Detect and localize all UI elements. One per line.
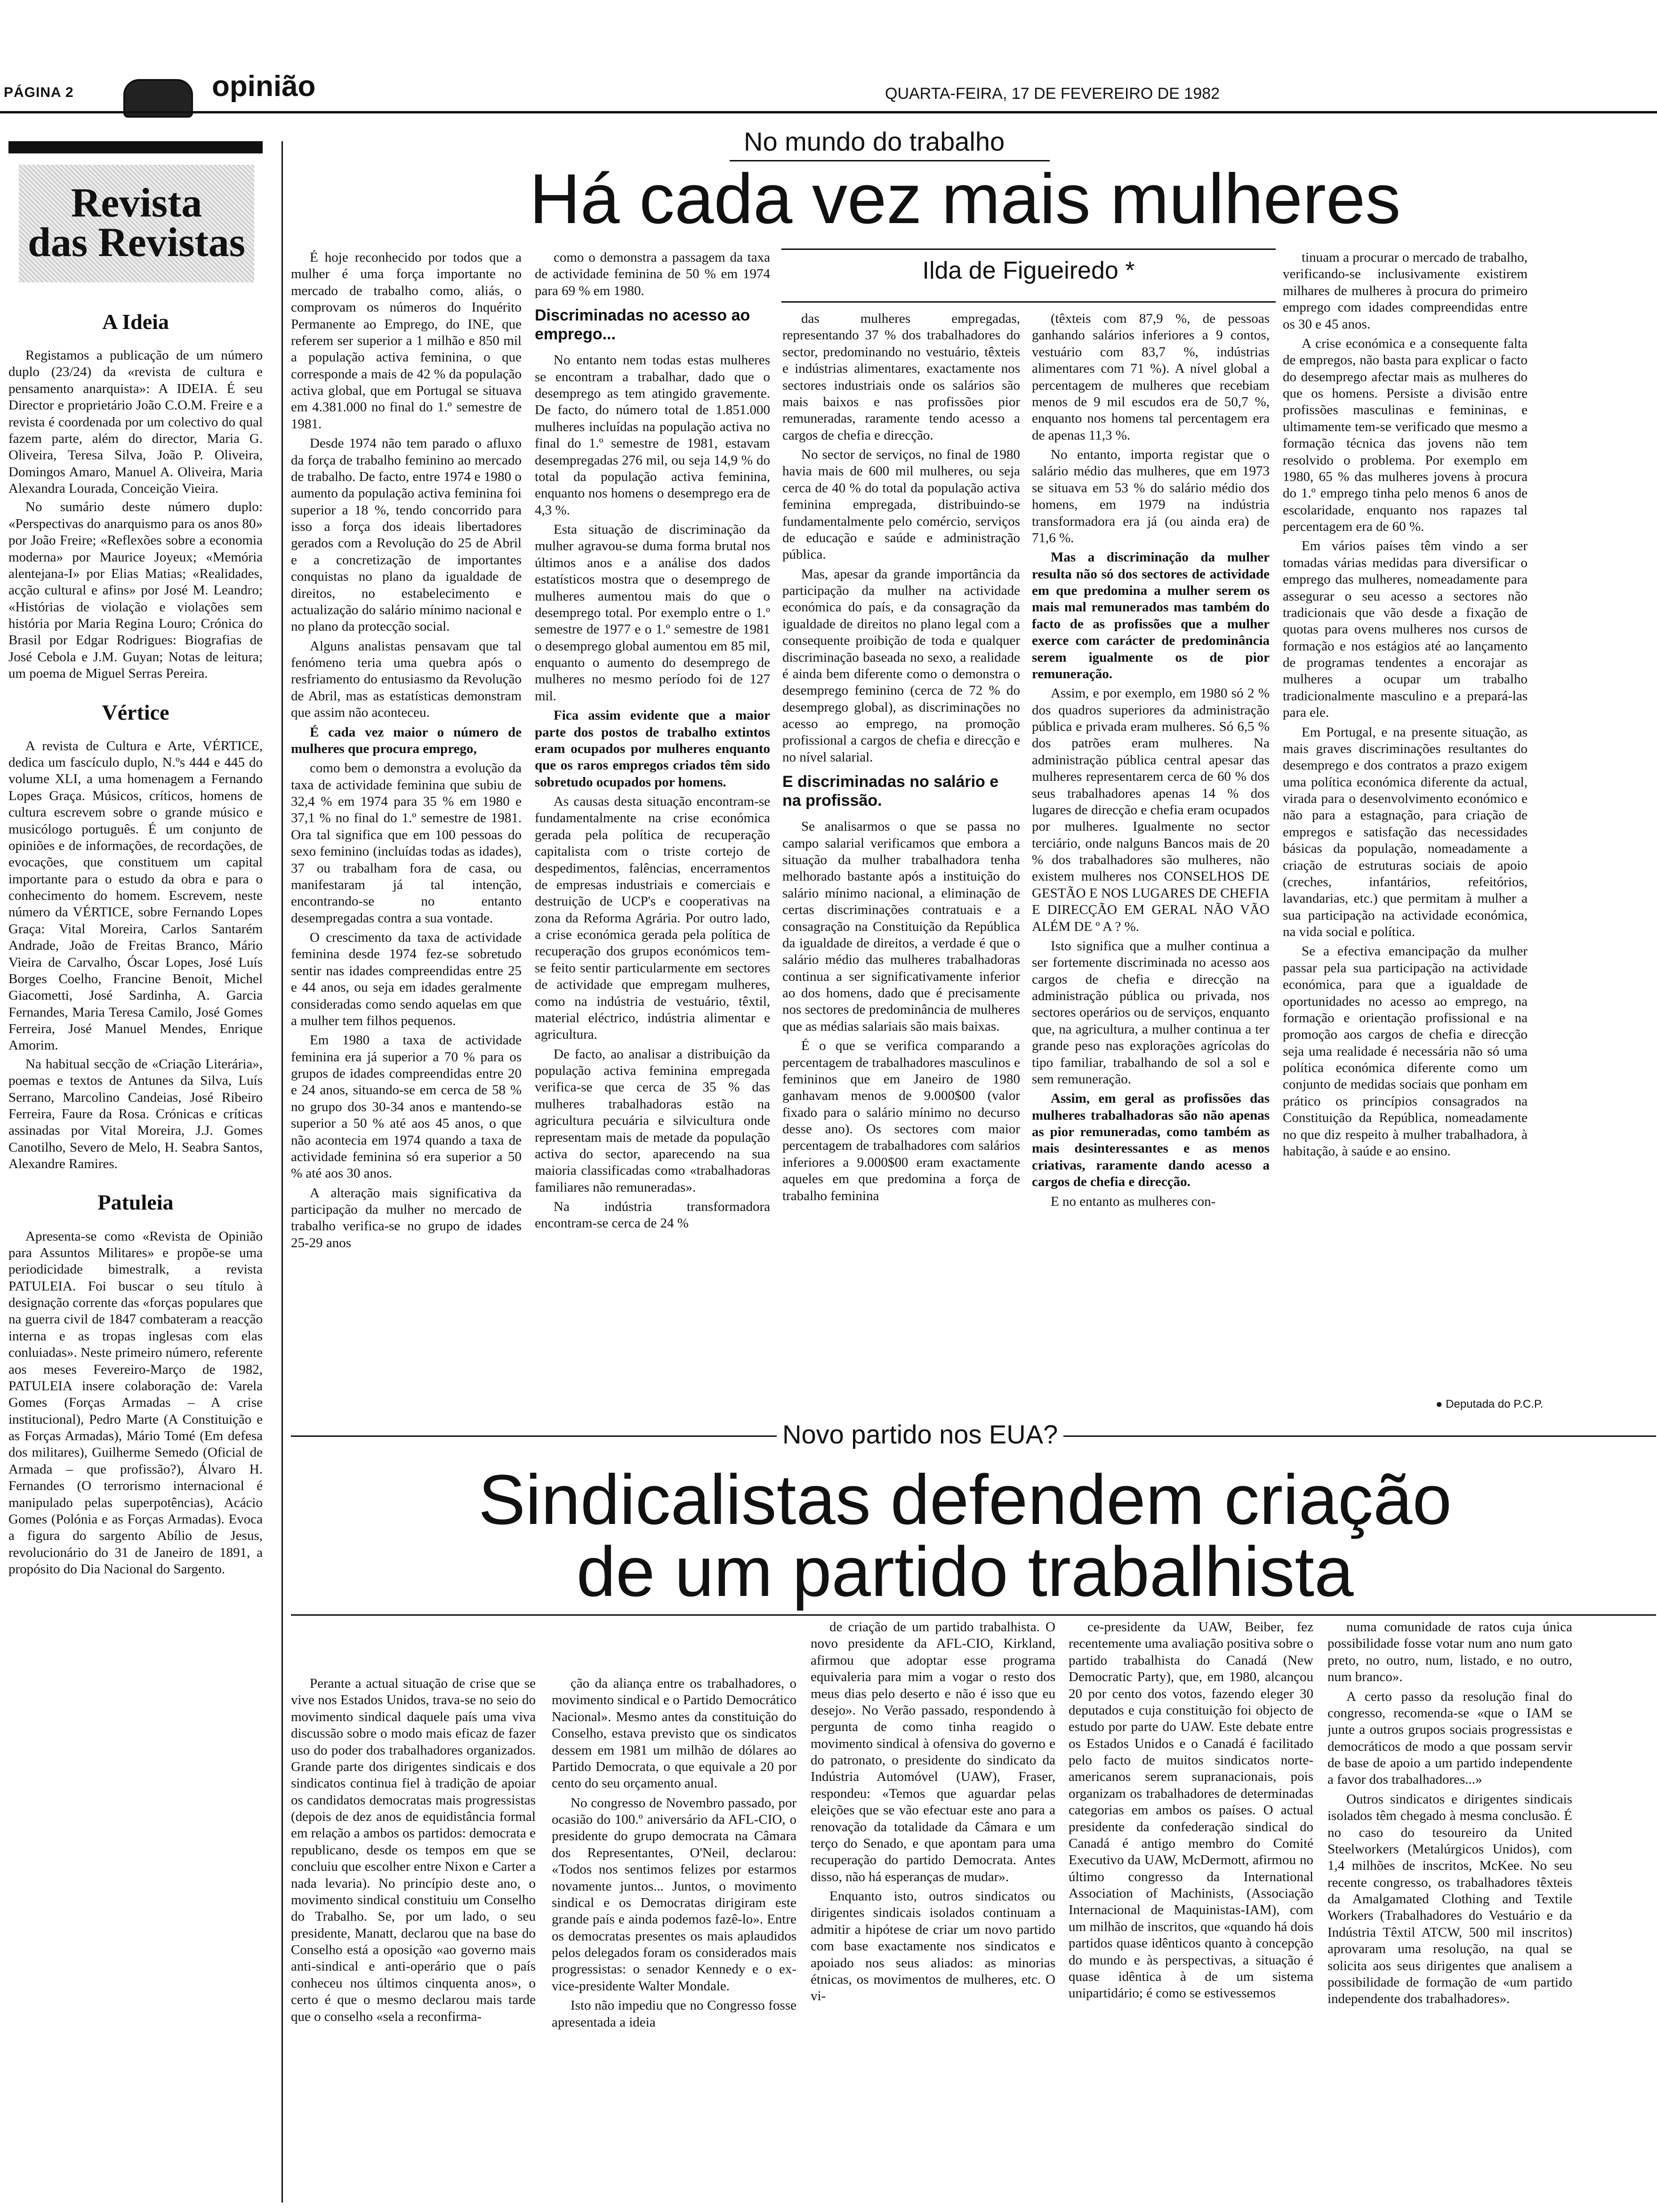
article-paragraph: ce-presidente da UAW, Beiber, fez recentemente uma avaliação positiva sobre o partido trabalhista do Canadá (New Democratic Party), que, em 1980, alcançou 20 por cento dos votos, fazendo eleger 30 deputados e cuja constituição foi objecto de estudo por parte do UAW. Este debate entre os Estados Unidos e o Canadá é facilitado pelo facto de muitos sindicatos norte-americanos serem supranacionais, pois organizam os trabalhadores de determinadas categorias em ambos os países. O actual presidente da confederação sindical do Canadá é antigo membro do Comité Executivo da UAW, McDermott, afirmou no último congresso da International Association of Machinists, (Associação Internacional de Maquinistas-IAM), com um milhão de inscritos, que «quando há dois partidos quase idênticos quanto à concepção do mundo e às perspectivas, a situação é quase idêntica à de um sistema unipartidário; é como se estivessemos xyxy=(1069,1619,1313,2001)
article2-headline-line1: Sindicalistas defendem criação xyxy=(478,1460,1452,1539)
article-paragraph: Desde 1974 não tem parado o afluxo da força de trabalho feminino ao mercado de trabalho. De facto, entre 1974 e 1980 o aumento da população activa feminina foi superior a 18 %, tendo concorrido para isso a força dos ideais libertadores gerados com a Revolução do 25 de Abril e a concretização de importantes conquistas no plano da igualdade de direitos, no estabelecimento e actualização do salário mínimo nacional e no plano da protecção social. xyxy=(291,436,522,634)
article-paragraph: Outros sindicatos e dirigentes sindicais isolados têm chegado à mesma conclusão. É no caso do tesoureiro da United Steelworkers (Metalúrgicos Unidos), com 1,4 milhões de inscritos, McKee. No seu recente congresso, os trabalhadores têxteis da Amalgamated Clothing and Textile Workers (Trabalhadores do Vestuário e da Indústria Têxtil ATCW, 500 mil inscritos) aprovaram uma resolução, na qual se solicita aos seus dirigentes que analisem a possibilidade de formação de «um partido independente dos trabalhadores». xyxy=(1327,1791,1572,2007)
article-paragraph: Alguns analistas pensavam que tal fenómeno teria uma quebra após o resfriamento do entusiasmo da Revolução de Abril, mas as estatísticas demonstram que assim não aconteceu. xyxy=(291,638,522,721)
article-paragraph: das mulheres empregadas, representando 37 % dos trabalhadores do sector, predominando no vestuário, têxteis e indústrias alimentares, exactamente nos sectores industriais onde os salários são mais baixos e nas profissões pior remuneradas, raramente tendo acesso a cargos de chefia e direcção. xyxy=(782,311,1020,443)
article-paragraph: Perante a actual situação de crise que se vive nos Estados Unidos, trava-se no seio do movimento sindical daquele país uma viva discussão sobre o modo mais eficaz de fazer uso do poder dos trabalhadores organizados. Grande parte dos dirigentes sindicais e dos sindicatos continua fiel à tradição de apoiar os candidatos democratas mais progressistas (depois de dez anos de equidistância formal em relação a ambos os partidos: democrata e republicano, desde os tempos em que se concluiu que escolher entre Nixon e Carter a nada levaria). No princípio deste ano, o movimento sindical constituiu um Conselho do Trabalho. Se, por um lado, o seu presidente, Manatt, declarou que na base do Conselho está a oposição «ao governo mais anti-sindical e anti-operário que o país conheceu nos últimos cinquenta anos», o certo é que o mesmo declarou mais tarde que o conselho «sela a reconfirma- xyxy=(291,1676,536,2024)
article-paragraph: Fica assim evidente que a maior parte dos postos de trabalho extintos eram ocupados por mulheres enquanto que os raros empregos criados têm sido sobretudo ocupados por homens. xyxy=(535,708,770,790)
article1-column-5 xyxy=(1283,249,1528,1355)
article-paragraph: É hoje reconhecido por todos que a mulher é uma força importante no mercado de trabalho como, aliás, o comprovam os números do Inquérito Permanente ao Emprego, do INE, que referem ser superior a 1 milhão e 850 mil a população activa feminina, o que corresponde a mais de 42 % da população activa global, que em Portugal se situava em 4.381.000 no final do 1.º semestre de 1981. xyxy=(291,250,522,432)
byline-top-rule xyxy=(781,248,1276,250)
article-paragraph: numa comunidade de ratos cuja única possibilidade fosse votar num ano num gato preto, no outro, num, listado, e no outro, num branco». xyxy=(1327,1619,1572,1685)
subheading: E discriminadas no salário e na profissão. xyxy=(782,773,999,810)
article-paragraph: ção da aliança entre os trabalhadores, o movimento sindical e o Partido Democrático Nacional». Mesmo antes da constituição do Conselho, estava previsto que os sindicatos dessem em 1981 um milhão de dólares ao Partido Democrata, o que equivale a 20 por cento do seu orçamento anual. xyxy=(552,1676,796,1791)
article-paragraph: Mas, apesar da grande importância da participação da mulher na actividade económica do país, e da consagração da igualdade de direitos no plano legal com a consequente proibição de toda e qualquer discriminação baseada no sexo, a realidade é ainda bem diferente como o demonstra o desemprego feminino (cerca de 72 % do desemprego global), as discriminações no acesso ao emprego, na promoção profissional a cargos de chefia e direcção e no nível salarial. xyxy=(782,566,1020,765)
article-paragraph: A certo passo da resolução final do congresso, recomenda-se «que o IAM se junte a outros grupos sociais progressistas e democráticos de modo a que possam servir de base de apoio a um partido independente a favor dos trabalhadores...» xyxy=(1327,1689,1572,1787)
article-paragraph: tinuam a procurar o mercado de trabalho, verificando-se inclusivamente existirem milhares de mulheres à procura do primeiro emprego com idades compreendidas entre os 30 e 45 anos. xyxy=(1283,250,1528,332)
article-paragraph: Em vários países têm vindo a ser tomadas várias medidas para diversificar o emprego das mulheres, nomeadamente para assegurar o seu acesso a sectores não tradicionais que vão desde a fixação de quotas para ovens mulheres nos cursos de formação e nos estágios até ao lançamento de programas tendentes a encorajar as mulheres a ocupar um trabalho tradicionalmente masculino e a prepará-las para ele. xyxy=(1283,538,1528,721)
article1-column-1 xyxy=(291,249,522,1417)
article-paragraph: Assim, e por exemplo, em 1980 só 2 % dos quadros superiores da administração pública e privada eram mulheres. Só 6,5 % dos patrões eram mulheres. Na administração pública central apesar das mulheres representarem cerca de 60 % dos seus trabalhadores apenas 14 % dos lugares de direcção e chefia eram ocupados por mulheres. Igualmente no sector terciário, onde nalguns Bancos mais de 20 % dos trabalhadores são mulheres, não existem mulheres nos CONSELHOS DE GESTÃO E NOS LUGARES DE CHEFIA E DIRECÇÃO EM GERAL NÃO VÃO ALÉM DE º A ? %. xyxy=(1032,686,1270,934)
article-paragraph: É o que se verifica comparando a percentagem de trabalhadores masculinos e femininos que em Janeiro de 1980 ganhavam menos de 9.000$00 (valor fixado para o salário mínimo no decurso desse ano). Os sectores com maior percentagem de trabalhadores com salários inferiores a 9.000$00 eram exactamente aqueles em que predomina a força de trabalho feminina xyxy=(782,1038,1020,1203)
sidebar-section-title: Vértice xyxy=(102,700,169,724)
footnote-marker-icon: ● xyxy=(1436,1398,1443,1411)
byline-bottom-rule xyxy=(781,301,1276,303)
sidebar-content xyxy=(8,292,263,2156)
article2-column-3 xyxy=(811,1619,1055,2203)
article-paragraph: Esta situação de discriminação da mulher agravou-se duma forma brutal nos últimos anos e a análise dos dados estatísticos mostra que o desemprego de mulheres aumentou mais do que o desemprego total. Por exemplo entre o 1.º semestre de 1977 e o 1.º semestre de 1981 o desemprego global aumentou em 85 mil, enquanto o aumento do desemprego de mulheres no mesmo período foi de 127 mil. xyxy=(535,522,770,704)
sidebar-section-title: A Ideia xyxy=(102,310,169,334)
article-paragraph: Enquanto isto, outros sindicatos ou dirigentes sindicais isolados continuam a admitir a hipótese de criar um novo partido com base exactamente nos sindicatos e apoiado nos seus aliados: as minorias étnicas, os movimentos de mulheres, etc. O vi- xyxy=(811,1889,1055,2004)
article-paragraph: A alteração mais significativa da participação da mulher no mercado de trabalho verifica-se no grupo de idades 25-29 anos xyxy=(291,1185,522,1250)
article-paragraph: Em 1980 a taxa de actividade feminina era já superior a 70 % para os grupos de idades compreendidas entre 20 e 24 anos, situando-se em cerca de 58 % no grupo dos 30-34 anos e mantendo-se superior a 50 % até aos 45 anos, o que não acontecia em 1974 quando a taxa de actividade feminina só era superior a 50 % até aos 30 anos. xyxy=(291,1033,522,1181)
article-paragraph: É cada vez maior o número de mulheres que procura emprego, xyxy=(291,724,522,756)
article1-kicker: No mundo do trabalho xyxy=(744,127,1005,156)
sidebar-top-bar xyxy=(8,141,263,153)
article-paragraph: como bem o demonstra a evolução da taxa de actividade feminina que subiu de 32,4 % em 1974 para 35 % em 1980 e 37,1 % no final do 1.º semestre de 1981. Ora tal significa que em 100 pessoas do sexo feminino (incluídas todas as idades), 37 ou trabalham fora de casa, ou manifestaram já tal intenção, encontrando-se no entanto desempregadas contra a sua vontade. xyxy=(291,761,522,926)
article-paragraph: Se a efectiva emancipação da mulher passar pela sua participação na actividade económica, para que a igualdade de oportunidades no acesso ao emprego, na formação e orientação profissional e na promoção aos cargos de chefia e direcção seja uma realidade é necessária não só uma política económica diferente como um conjunto de medidas sociais que ponham em prático os princípios consagrados na Constituição da República, nomeadamente no que diz respeito à mulher trabalhadora, à habitação, à saúde e ao ensino. xyxy=(1283,944,1528,1159)
article-paragraph: O crescimento da taxa de actividade feminina desde 1974 fez-se sobretudo sentir nas idades compreendidas entre 25 e 44 anos, ou seja em idades geralmente consideradas como sendo aquelas em que a mulher tem filhos pequenos. xyxy=(291,930,522,1028)
article-paragraph: E no entanto as mulheres con- xyxy=(1051,1194,1216,1209)
article-paragraph: Mas a discriminação da mulher resulta não só dos sectores de actividade em que predomina a mulher serem os mais mal remunerados mas também do facto de as profissões que a mulher exerce com carácter de predominância serem igualmente os de pior remuneração. xyxy=(1032,550,1270,681)
article-paragraph: De facto, ao analisar a distribuição da população activa feminina empregada verifica-se que cerca de 35 % das mulheres trabalhadoras estão na agricultura pecuária e silvicultura onde representam mais de metade da população activa do sector, aparecendo na sua maioria classificadas como «trabalhadoras familiares não remuneradas». xyxy=(535,1046,770,1195)
article1-column-3 xyxy=(782,311,1020,1417)
subheading: Discriminadas no acesso ao emprego... xyxy=(535,306,750,344)
article1-headline: Há cada vez mais mulheres xyxy=(529,159,1401,238)
article2-headline xyxy=(292,1460,1638,1611)
article2-column-2 xyxy=(552,1675,796,2203)
sidebar-paragraph: Na habitual secção de «Criação Literária», poemas e textos de Antunes da Silva, Luís Serrano, Marcolino Candeias, José Ribeiro Ferreira, Faure da Rosa. Crónicas e críticas assinadas por Vital Moreira, J.J. Gomes Canotilho, Severo de Melo, H. Seabra Santos, Alexandre Ramires. xyxy=(8,1056,263,1172)
article-paragraph: No entanto, importa registar que o salário médio das mulheres, que em 1973 se situava em 53 % do salário médio dos homens, em 1979 na indústria transformadora era já (ou ainda era) de 71,6 %. xyxy=(1032,447,1270,545)
article-paragraph: Em Portugal, e na presente situação, as mais graves discriminações resultantes do desemprego e dos contratos a prazo exigem uma política económica diferente da actual, virada para o desenvolvimento económico e não para a estagnação, para criação de empregos e satisfação das necessidades básicas da população, nomeadamente a criação de estruturas sociais de apoio (creches, infantários, refeitórios, lavandarias, etc.) que permitam à mulher a sua participação na actividade económica, na vida social e política. xyxy=(1283,724,1528,939)
article-paragraph: (têxteis com 87,9 %, de pessoas ganhando salários inferiores a 9 contos, vestuário com 83,7 %, indústrias alimentares com 71 %). A nível global a percentagem de mulheres que recebiam menos de 9 mil escudos era de 50,7 %, enquanto nos homens tal percentagem era de apenas 11,3 %. xyxy=(1032,311,1270,443)
sidebar-paragraph: No sumário deste número duplo: «Perspectivas do anarquismo para os anos 80» por João Freire; «Reflexões sobre a economia moderna» por Maurice Joyeux; «Memória alentejana-I» por Elias Matias; «Realidades, acção cultural e afins» por José M. Leandro; «Histórias de violação e violações sem história por Maria Regina Louro; Crónica do Brasil por Edgar Rodrigues: Biografias de José Cebola e J.M. Guyan; Notas de leitura; um poema de Miguel Serras Pereira. xyxy=(8,499,263,681)
article-paragraph: Isto não impediu que no Congresso fosse apresentada a ideia xyxy=(552,1998,796,2030)
article1-footnote xyxy=(1436,1398,1543,1411)
article-paragraph: Assim, em geral as profissões das mulheres trabalhadoras são não apenas as pior remuneradas, como também as mais desinteressantes e as menos criativas, raramente dando acesso a cargos de chefia e direcção. xyxy=(1032,1091,1270,1190)
article-paragraph: No sector de serviços, no final de 1980 havia mais de 600 mil mulheres, ou seja cerca de 40 % do total da população activa feminina empregada, distribuindo-se fundamentalmente pelo comércio, serviços de educação e saúde e administração pública. xyxy=(782,447,1020,562)
sidebar-paragraph: Apresenta-se como «Revista de Opinião para Assuntos Militares» e propõe-se uma periodicidade bimestralk, a revista PATULEIA. Foi buscar o seu título à designação corrente das «forças populares que na guerra civil de 1847 combateram a reacção interna e as tropas inglesas com elas conluiadas». Neste primeiro número, referente aos meses Fevereiro-Março de 1982, PATULEIA insere colaboração de: Varela Gomes (Forças Armadas – A crise institucional), Pedro Marte (A Constituição e as Forças Armadas), Mário Tomé (Em defesa dos militares), Guilherme Semedo (Oficial de Armada – que profissão?), Álvaro H. Fernandes (O terrorismo internacional é manipulado pelas superpotências), Acácio Gomes (Polónia e as Forças Armadas). Evoca a figura do sargento Abílio de Jesus, revolucionário do 31 de Janeiro de 1891, a propósito do Dia Nacional do Sargento. xyxy=(8,1228,263,1577)
article-paragraph: Isto significa que a mulher continua a ser fortemente discriminada no acesso aos cargos de chefia e direcção na administração pública ou privada, nos sectores operários ou de serviços, enquanto que, na agricultura, a mulher continua a ter grande peso nas explorações agrícolas do tipo familiar, trabalhando de sol a sol e sem remuneração. xyxy=(1032,938,1270,1087)
article2-column-1 xyxy=(291,1675,536,2203)
section-title: opinião xyxy=(212,70,316,103)
article-paragraph: de criação de um partido trabalhista. O novo presidente da AFL-CIO, Kirkland, afirmou que adoptar esse programa equivaleria para mim a vogar o resto dos meus dias pelo deserto e não é isso que eu desejo». No Verão passado, respondendo à pergunta de como tinha reagido o movimento sindical à ofensiva do governo e do patronato, o presidente do sindicato da Indústria Automóvel (UAW), Fraser, respondeu: «Temos que aguardar pelas eleições que se vão efectuar este ano para a renovação da totalidade da Câmara e um terço do Senado, e que apontam para uma recuperação do partido Democrata. Antes disso, não há esperanças de mudar». xyxy=(811,1619,1055,1884)
article2-headline-line2: de um partido trabalhista xyxy=(576,1532,1354,1611)
article-paragraph: Se analisarmos o que se passa no campo salarial verificamos que embora a situação da mulher trabalhadora tenha melhorado bastante após a instituição do salário mínimo nacional, a eliminação de certas discriminações contratuais e a consagração na Constituição da República da igualdade de direitos, a verdade é que o salário médio das mulheres trabalhadoras continua a ser significativamente inferior ao dos homens, dado que é precisamente nos sectores de predominância de mulheres que as médias salariais são mais baixas. xyxy=(782,819,1020,1034)
sidebar-paragraph: A revista de Cultura e Arte, VÉRTICE, dedica um fascículo duplo, N.ºs 444 e 445 do volume XLI, a uma homenagem a Fernando Lopes Graça. Músicos, críticos, homens de cultura escrevem sobre o grande músico e musicólogo português. É um conjunto de opiniões e de informações, de recordações, de evocações, que constituem um capital importante para o estudo da obra e para o conhecimento do homem. Escrevem, neste número da VÉRTICE, sobre Fernando Lopes Graça: Vital Moreira, Carlos Santarém Andrade, João de Freitas Branco, Mário Vieira de Carvalho, Óscar Lopes, José Luís Borges Coelho, Francine Benoit, Michel Giacometti, José Sardinha, A. Garcia Fernandes, Maria Teresa Camilo, José Gomes Ferreira, José Manuel Mendes, Enrique Amorim. xyxy=(8,738,263,1053)
page-number: PÁGINA 2 xyxy=(4,85,74,100)
article2-headline-rule xyxy=(291,1614,1656,1616)
sidebar-paragraph: Registamos a publicação de um número duplo (23/24) da «revista de cultura e pensamento anarquista»: A IDEIA. É seu Director e proprietário João C.O.M. Freire e a revista é coordenada por um colectivo do qual fazem parte, além do director, Maria G. Oliveira, Teresa Silva, João P. Oliveira, Domingos Amaro, Manuel A. Oliveira, Maria Alexandra Lourada, Conceição Vieira. xyxy=(8,348,263,497)
sidebar-title-line2: das Revistas xyxy=(27,219,246,265)
header-rule xyxy=(0,111,1657,113)
article-paragraph: Na indústria transformadora encontram-se cerca de 24 % xyxy=(535,1199,770,1231)
article2-kicker: Novo partido nos EUA? xyxy=(777,1419,1063,1450)
article-paragraph: A crise económica e a consequente falta de empregos, não basta para explicar o facto do desemprego afectar mais as mulheres do que os homens. Persiste a divisão entre profissões masculinas e femininas, e ultimamente tem-se verificado que mesmo a formação técnica das jovens não tem resolvido o problema. Por exemplo em 1980, 65 % das mulheres jovens à procura do 1.º emprego tinha pelo menos 6 anos de escolaridade, enquanto nos rapazes tal percentagem era de 60 %. xyxy=(1283,336,1528,534)
article-paragraph: como o demonstra a passagem da taxa de actividade feminina de 50 % em 1974 para 69 % em 1980. xyxy=(535,250,770,298)
article1-byline: Ilda de Figueiredo * xyxy=(922,257,1135,284)
page-date: QUARTA-FEIRA, 17 DE FEVEREIRO DE 1982 xyxy=(885,85,1220,103)
sidebar-section-title: Patuleia xyxy=(97,1190,174,1215)
sidebar-right-rule xyxy=(282,141,283,2203)
article2-column-5 xyxy=(1327,1619,1572,2203)
sidebar-title xyxy=(19,180,254,265)
article-paragraph: No entanto nem todas estas mulheres se encontram a trabalhar, dado que o desemprego as tem atingido gravemente. De facto, do número total de 1.851.000 mulheres incluídas na população activa no final do 1.º semestre de 1981, estavam desempregadas 276 mil, ou seja 14,9 % do total da população activa feminina, enquanto nos homens o desemprego era de 4,3 %. xyxy=(535,353,770,518)
article-paragraph: No congresso de Novembro passado, por ocasião do 100.º aniversário da AFL-CIO, o presidente do grupo democrata na Câmara dos Representantes, O'Neil, declarou: «Todos nos sentimos felizes por estarmos novamente juntos... Juntos, o movimento sindical e os Democratas dirigiram este grande país e ainda podemos fazê-lo». Entre os democratas presentes os mais aplaudidos pelos delegados foram os considerados mais progressistas: o senador Kennedy e o ex-vice-presidente Walter Mondale. xyxy=(552,1795,796,1994)
article-paragraph: As causas desta situação encontram-se fundamentalmente na crise económica gerada pela política de recuperação capitalista com o triste cortejo de despedimentos, falências, encerramentos de empresas industriais e comerciais e destruição de UCP's e cooperativas na zona da Reforma Agrária. Por outro lado, a crise económica gerada pela política de recuperação dos grupos económicos tem-se feito sentir particularmente em sectores de actividade que empregam mulheres, como na indústria de vestuário, têxtil, material eléctrico, indústria alimentar e agricultura. xyxy=(535,794,770,1042)
article2-column-4 xyxy=(1069,1619,1313,2203)
footnote-text: Deputada do P.C.P. xyxy=(1446,1398,1544,1411)
article1-column-2 xyxy=(535,249,770,1417)
sidebar-title-line1: Revista xyxy=(71,180,202,226)
article1-column-4 xyxy=(1032,311,1270,1417)
